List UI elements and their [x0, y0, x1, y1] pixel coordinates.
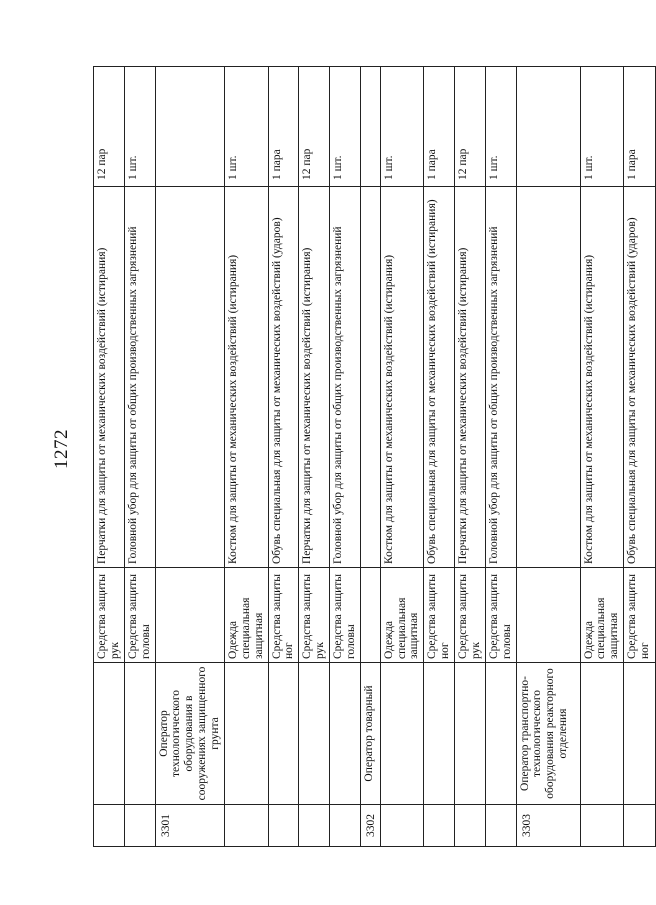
row-number: [424, 805, 455, 847]
quantity-cell: 1 пара: [424, 67, 455, 187]
table-row: [380, 67, 424, 847]
profession-cell: Оператор транспортно-технологического оборудования реакторного отделения: [516, 663, 580, 805]
table-row: [224, 67, 268, 847]
quantity-cell: 1 шт.: [330, 67, 361, 187]
profession-cell: [580, 663, 624, 805]
profession-cell: Оператор товарный: [360, 663, 380, 805]
table-row: [299, 67, 330, 847]
equipment-type-cell: Средства защиты ног: [268, 568, 299, 663]
profession-cell: [224, 663, 268, 805]
row-number: [94, 805, 125, 847]
table-row: [516, 67, 580, 847]
equipment-item-cell: [516, 187, 580, 568]
equipment-type-cell: [155, 568, 224, 663]
equipment-item-cell: Обувь специальная для защиты от механических воздействий (ударов): [268, 187, 299, 568]
equipment-item-cell: Костюм для защиты от механических воздействий (истирания): [580, 187, 624, 568]
table-row: [155, 67, 224, 847]
equipment-item-cell: Головной убор для защиты от общих производственных загрязнений: [330, 187, 361, 568]
quantity-cell: 12 пар: [455, 67, 486, 187]
equipment-type-cell: Средства защиты рук: [94, 568, 125, 663]
row-number: [485, 805, 516, 847]
equipment-type-cell: [516, 568, 580, 663]
equipment-item-cell: Перчатки для защиты от механических воздействий (истирания): [94, 187, 125, 568]
equipment-item-cell: Обувь специальная для защиты от механических воздействий (истирания): [424, 187, 455, 568]
equipment-type-cell: Средства защиты головы: [330, 568, 361, 663]
quantity-cell: [516, 67, 580, 187]
table-row: [580, 67, 624, 847]
table-row: [268, 67, 299, 847]
profession-cell: [380, 663, 424, 805]
equipment-type-cell: Средства защиты рук: [455, 568, 486, 663]
row-number: 3303: [516, 805, 580, 847]
row-number: [455, 805, 486, 847]
row-number: [624, 805, 656, 847]
quantity-cell: 1 шт.: [380, 67, 424, 187]
equipment-item-cell: Головной убор для защиты от общих производственных загрязнений: [485, 187, 516, 568]
table-row: [330, 67, 361, 847]
quantity-cell: 1 пара: [268, 67, 299, 187]
equipment-item-cell: [155, 187, 224, 568]
profession-cell: [268, 663, 299, 805]
profession-cell: [485, 663, 516, 805]
equipment-item-cell: [360, 187, 380, 568]
row-number: [580, 805, 624, 847]
profession-cell: [124, 663, 155, 805]
equipment-item-cell: Костюм для защиты от механических воздействий (истирания): [224, 187, 268, 568]
equipment-type-cell: Средства защиты головы: [124, 568, 155, 663]
quantity-cell: 12 пар: [94, 67, 125, 187]
quantity-cell: 1 пара: [624, 67, 656, 187]
row-number: [268, 805, 299, 847]
profession-cell: [455, 663, 486, 805]
equipment-item-cell: Головной убор для защиты от общих производственных загрязнений: [124, 187, 155, 568]
table-row: [94, 67, 125, 847]
quantity-cell: 12 пар: [299, 67, 330, 187]
equipment-type-cell: Одежда специальная защитная: [580, 568, 624, 663]
equipment-type-cell: [360, 568, 380, 663]
quantity-cell: 1 шт.: [485, 67, 516, 187]
row-number: [224, 805, 268, 847]
row-number: [380, 805, 424, 847]
page-number: 1272: [51, 429, 72, 469]
quantity-cell: [155, 67, 224, 187]
row-number: [124, 805, 155, 847]
equipment-type-cell: Средства защиты ног: [424, 568, 455, 663]
equipment-item-cell: Костюм для защиты от механических воздействий (истирания): [380, 187, 424, 568]
table-row: [624, 67, 656, 847]
equipment-type-cell: Одежда специальная защитная: [380, 568, 424, 663]
profession-cell: [624, 663, 656, 805]
equipment-item-cell: Перчатки для защиты от механических воздействий (истирания): [455, 187, 486, 568]
table-row: [424, 67, 455, 847]
equipment-item-cell: Обувь специальная для защиты от механических воздействий (ударов): [624, 187, 656, 568]
rotated-table-wrapper: [93, 67, 651, 847]
row-number: 3302: [360, 805, 380, 847]
table-row: [485, 67, 516, 847]
profession-cell: Оператор технологического оборудования в сооружениях защищенного грунта: [155, 663, 224, 805]
profession-cell: [330, 663, 361, 805]
equipment-type-cell: Одежда специальная защитная: [224, 568, 268, 663]
profession-cell: [299, 663, 330, 805]
ppe-table: [93, 66, 656, 847]
equipment-type-cell: Средства защиты рук: [299, 568, 330, 663]
profession-cell: [424, 663, 455, 805]
row-number: [330, 805, 361, 847]
equipment-type-cell: Средства защиты ног: [624, 568, 656, 663]
table-row: [455, 67, 486, 847]
quantity-cell: 1 шт.: [224, 67, 268, 187]
equipment-type-cell: Средства защиты головы: [485, 568, 516, 663]
row-number: 3301: [155, 805, 224, 847]
quantity-cell: [360, 67, 380, 187]
quantity-cell: 1 шт.: [124, 67, 155, 187]
quantity-cell: 1 шт.: [580, 67, 624, 187]
equipment-item-cell: Перчатки для защиты от механических воздействий (истирания): [299, 187, 330, 568]
profession-cell: [94, 663, 125, 805]
table-row: [124, 67, 155, 847]
row-number: [299, 805, 330, 847]
table-row: [360, 67, 380, 847]
